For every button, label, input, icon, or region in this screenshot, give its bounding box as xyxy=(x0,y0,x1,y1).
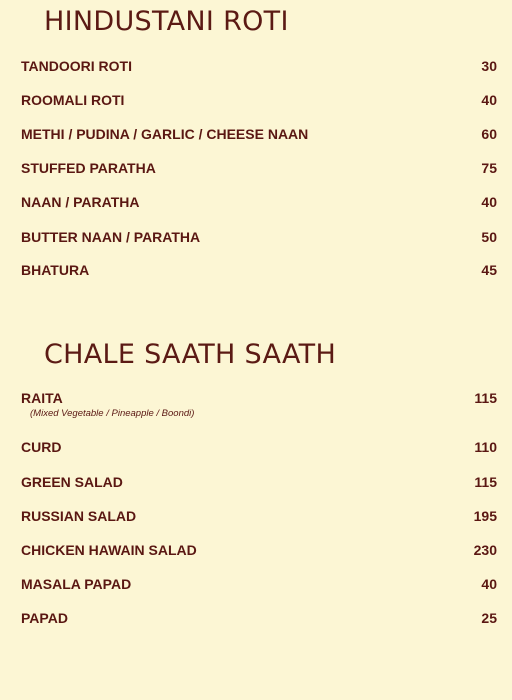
item-price: 60 xyxy=(481,126,497,142)
menu-item-chicken-hawain-salad xyxy=(21,541,497,561)
menu-item-butter-naan-paratha xyxy=(21,228,497,248)
menu-item-naan-paratha xyxy=(21,193,497,213)
item-name: ROOMALI ROTI xyxy=(21,92,125,108)
menu-item-russian-salad xyxy=(21,507,497,527)
item-price: 25 xyxy=(481,610,497,626)
menu-item-green-salad xyxy=(21,473,497,493)
menu-item-curd xyxy=(21,438,497,458)
item-price: 45 xyxy=(481,262,497,278)
section-title-hindustani-roti: HINDUSTANI ROTI xyxy=(44,6,289,37)
item-price: 40 xyxy=(481,194,497,210)
item-name: RUSSIAN SALAD xyxy=(21,508,137,524)
item-name: NAAN / PARATHA xyxy=(21,194,140,210)
item-price: 40 xyxy=(481,576,497,592)
item-name: BHATURA xyxy=(21,262,90,278)
item-price: 75 xyxy=(481,160,497,176)
item-name: PAPAD xyxy=(21,610,68,626)
item-name: CHICKEN HAWAIN SALAD xyxy=(21,542,197,558)
item-name: GREEN SALAD xyxy=(21,474,123,490)
item-name: STUFFED PARATHA xyxy=(21,160,156,176)
section-title-chale-saath-saath: CHALE SAATH SAATH xyxy=(44,339,337,370)
item-name: METHI / PUDINA / GARLIC / CHEESE NAAN xyxy=(21,126,309,142)
item-price: 40 xyxy=(481,92,497,108)
item-price: 30 xyxy=(481,58,497,74)
item-price: 195 xyxy=(473,508,497,524)
item-price: 115 xyxy=(474,390,497,406)
item-name: MASALA PAPAD xyxy=(21,576,132,592)
item-price: 110 xyxy=(474,439,497,455)
item-note: (Mixed Vegetable / Pineapple / Boondi) xyxy=(30,408,195,419)
item-name: RAITA xyxy=(21,390,63,406)
menu-item-masala-papad xyxy=(21,575,497,595)
menu-item-methi-pudina-garlic-cheese-naan xyxy=(21,125,497,145)
menu-item-tandoori-roti xyxy=(21,57,497,77)
item-name: CURD xyxy=(21,439,62,455)
menu-item-bhatura xyxy=(21,261,497,281)
menu-item-papad xyxy=(21,609,497,629)
item-price: 115 xyxy=(474,474,497,490)
item-price: 230 xyxy=(473,542,497,558)
menu-item-raita xyxy=(21,389,497,423)
item-name: TANDOORI ROTI xyxy=(21,58,132,74)
item-name: BUTTER NAAN / PARATHA xyxy=(21,229,201,245)
menu-item-stuffed-paratha xyxy=(21,159,497,179)
menu-item-roomali-roti xyxy=(21,91,497,111)
item-price: 50 xyxy=(481,229,497,245)
